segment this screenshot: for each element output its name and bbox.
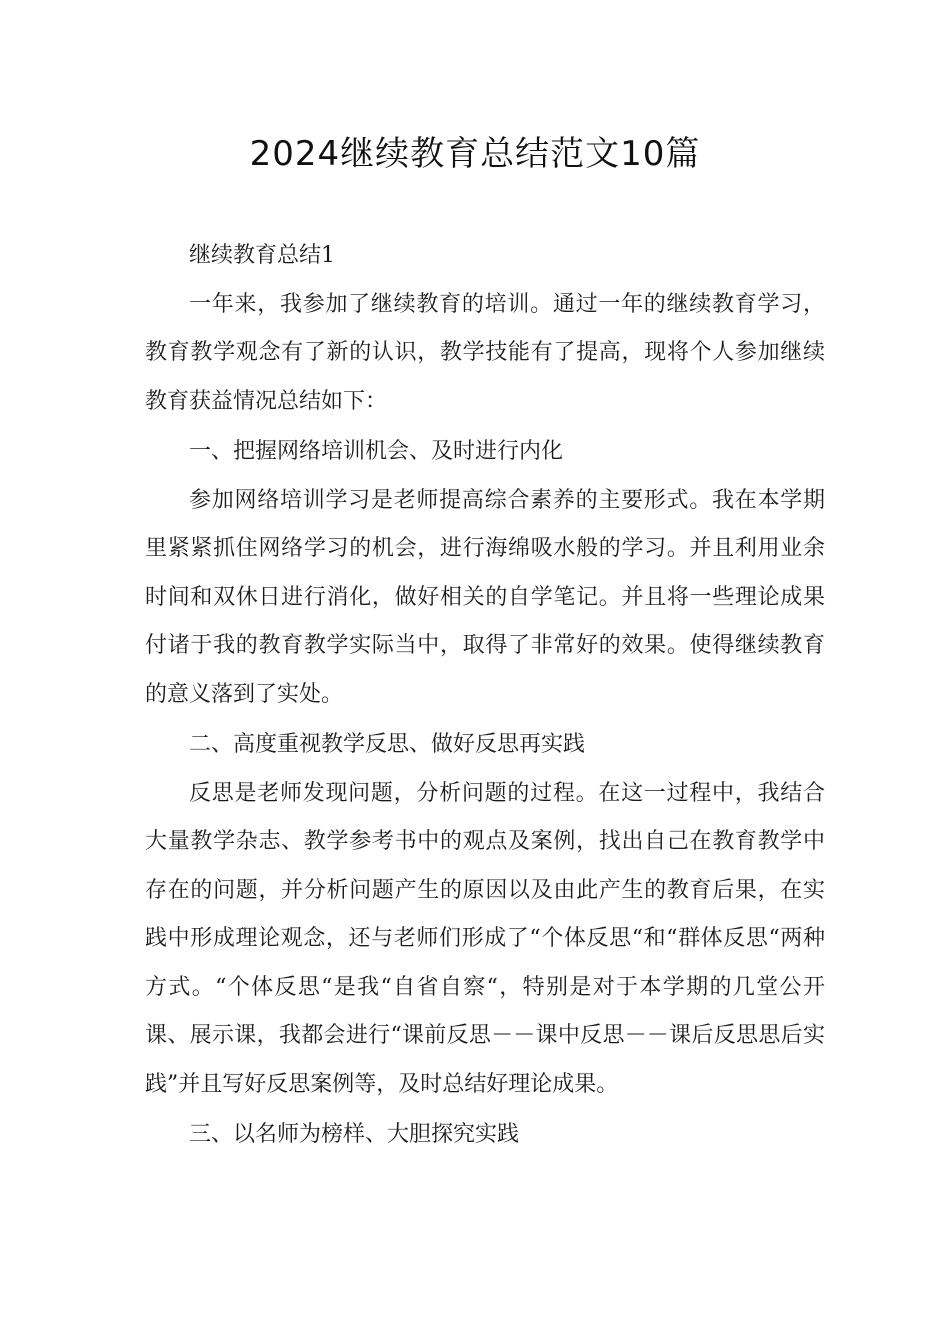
section-heading: 二、高度重视教学反思、做好反思再实践 [189, 732, 586, 757]
document-body [145, 232, 825, 1160]
body-paragraph: 反思是老师发现问题，分析问题的过程。在这一过程中，我结合大量教学杂志、教学参考书中的观点及案例，找出自己在教育教学中存在的问题，并分析问题产生的原因以及由此产生的教育后果，在实践中形成理论观念，还与老师们形成了“个体反思“和“群体反思“两种方式。“个体反思“是我“自省自察“，特别是对于本学期的几堂公开课、展示课，我都会进行“课前反思－－课中反思－－课后反思思后实践”并且写好反思案例等，及时总结好理论成果。 [145, 780, 825, 1097]
section-heading: 继续教育总结1 [189, 243, 335, 268]
body-paragraph: 一年来，我参加了继续教育的培训。通过一年的继续教育学习，教育教学观念有了新的认识，教学技能有了提高，现将个人参加继续教育获益情况总结如下： [145, 291, 825, 414]
section-heading: 三、以名师为榜样、大胆探究实践 [189, 1122, 520, 1147]
section-heading: 一、把握网络培训机会、及时进行内化 [189, 439, 564, 464]
document-title: 2024继续教育总结范文10篇 [249, 134, 701, 174]
body-paragraph: 参加网络培训学习是老师提高综合素养的主要形式。我在本学期里紧紧抓住网络学习的机会，进行海绵吸水般的学习。并且利用业余时间和双休日进行消化，做好相关的自学笔记。并且将一些理论成果付诸于我的教育教学实际当中，取得了非常好的效果。使得继续教育的意义落到了实处。 [145, 487, 825, 707]
